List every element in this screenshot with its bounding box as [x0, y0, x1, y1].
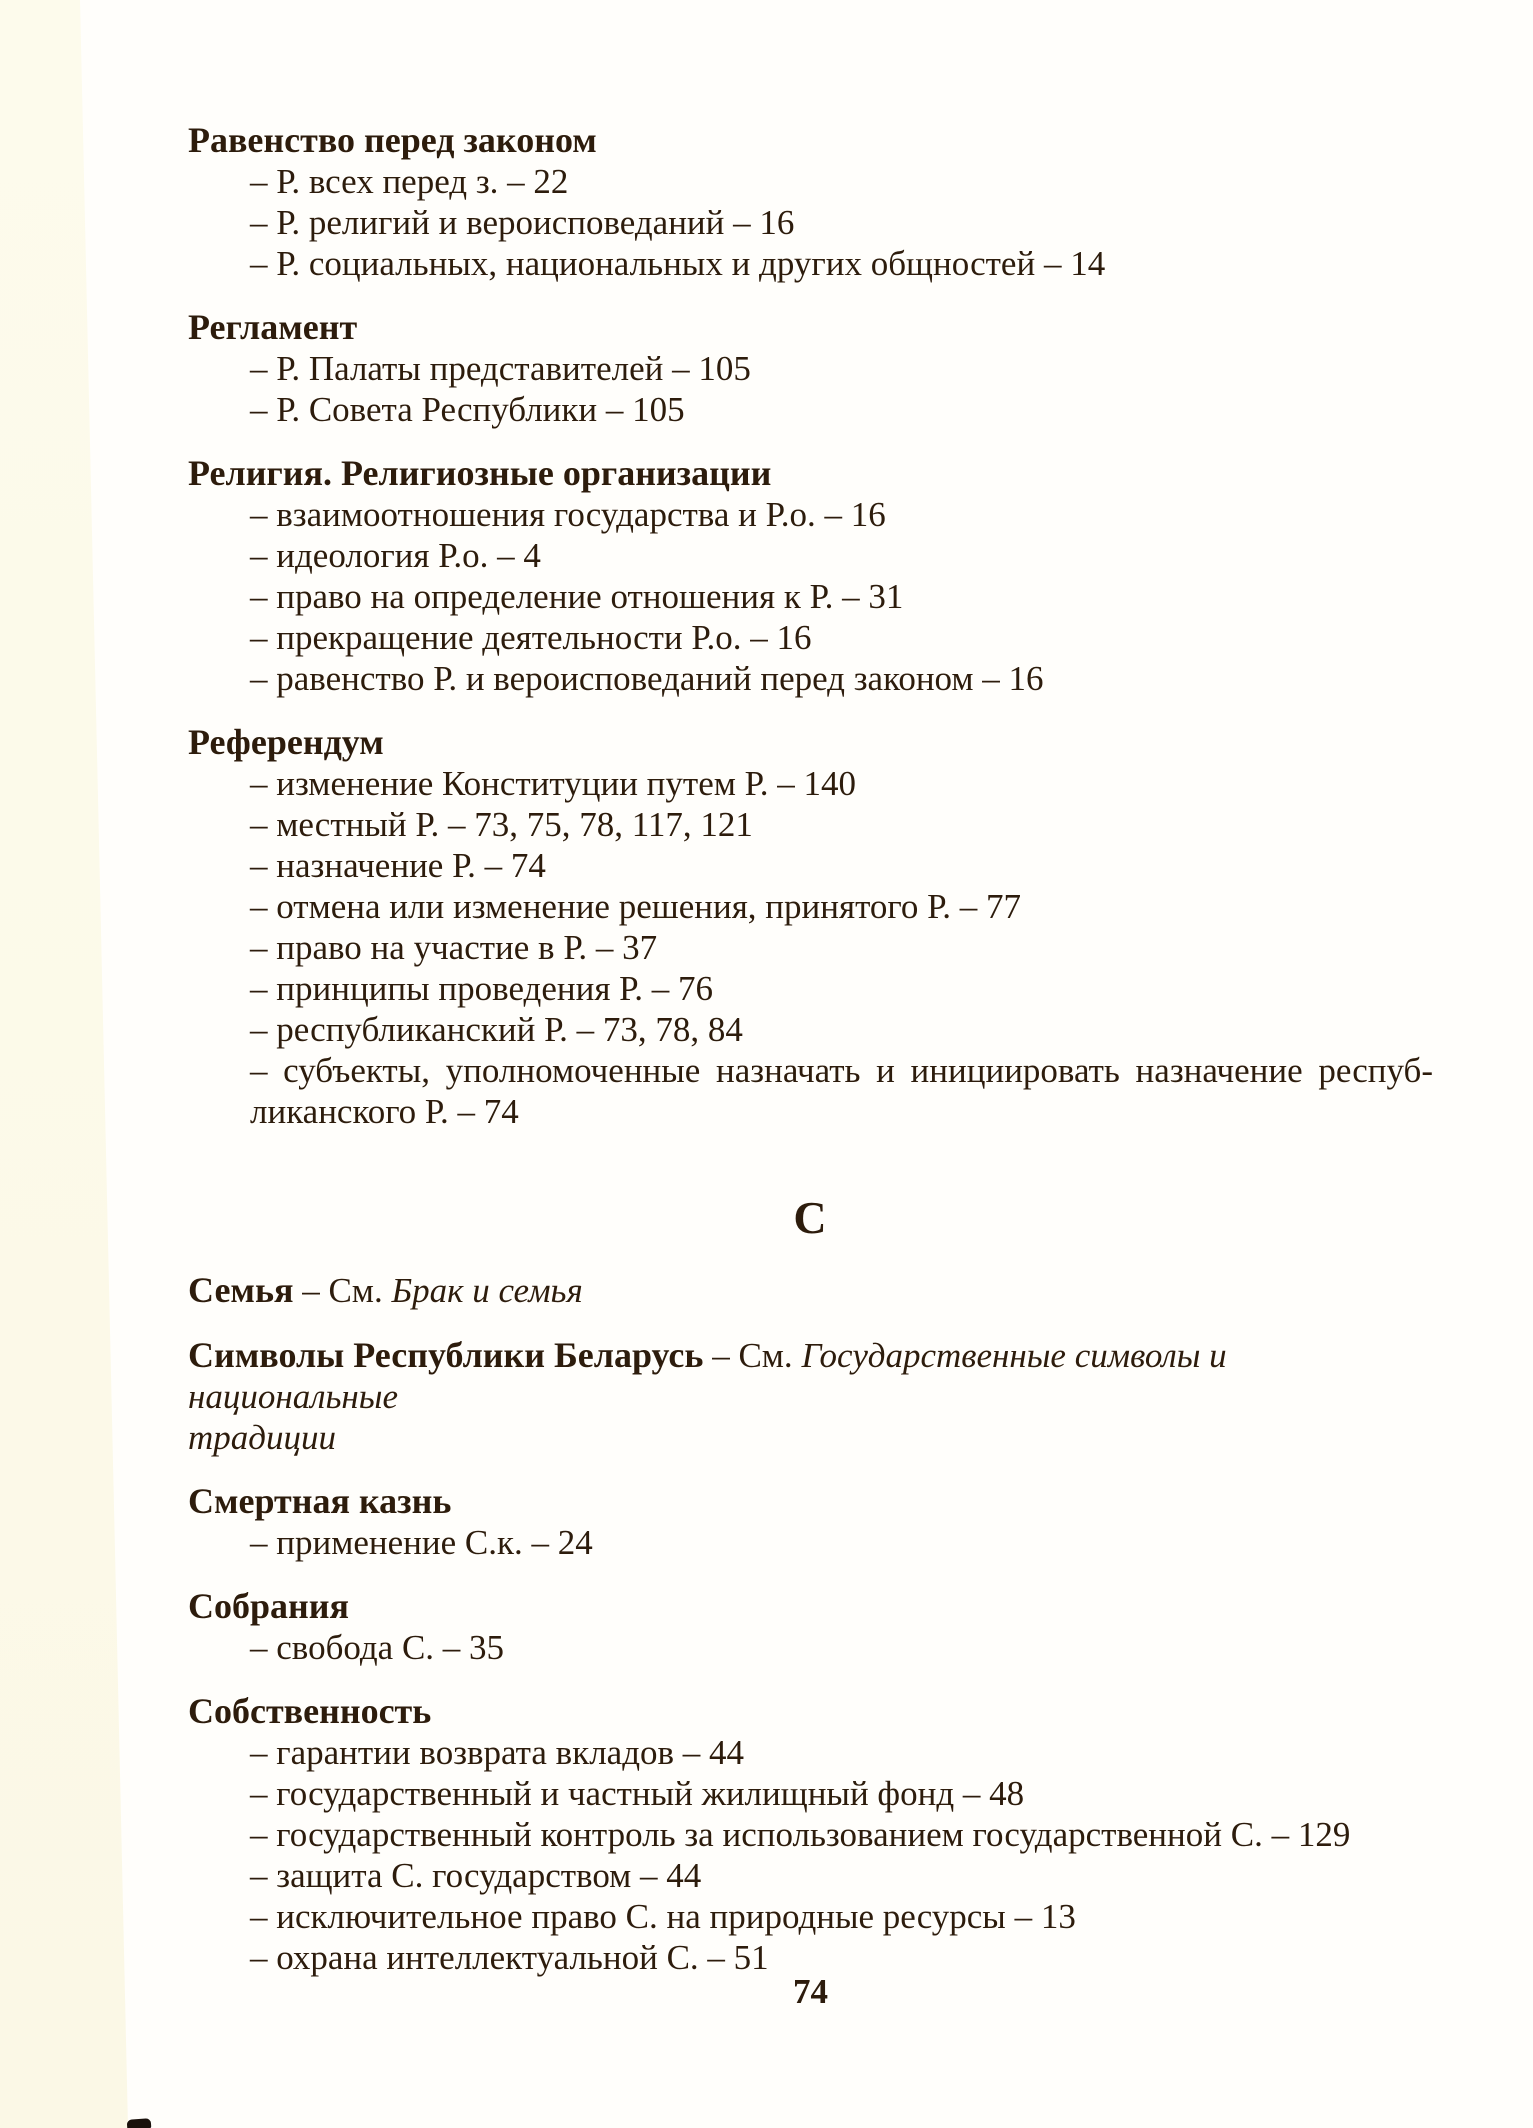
index-heading: Референдум: [188, 722, 384, 762]
index-group-reglament: [188, 307, 1433, 430]
index-item: – Р. Палаты представителей – 105: [250, 349, 751, 388]
index-item: – прекращение деятельности Р.о. – 16: [250, 618, 812, 657]
page-number: 74: [793, 1972, 828, 2011]
index-term: Семья: [188, 1270, 294, 1310]
index-group-sobraniya: [188, 1586, 1433, 1668]
index-item: – равенство Р. и вероисповеданий перед законом – 16: [250, 659, 1044, 698]
section-letter: С: [793, 1192, 828, 1243]
see-reference-target-line2: традиции: [188, 1418, 336, 1457]
index-item: – идеология Р.о. – 4: [250, 536, 541, 575]
index-item: – Р. социальных, национальных и других общностей – 14: [250, 244, 1106, 283]
index-group-sobstvennost: [188, 1691, 1433, 1978]
index-group-ravenstvo: [188, 120, 1433, 284]
index-item: – местный Р. – 73, 75, 78, 117, 121: [250, 805, 753, 844]
index-item: – защита С. государством – 44: [250, 1856, 702, 1895]
index-heading: Собственность: [188, 1691, 432, 1731]
index-item: – государственный и частный жилищный фонд – 48: [250, 1774, 1025, 1813]
index-item: – Р. Совета Республики – 105: [250, 390, 685, 429]
index-item: – свобода С. – 35: [250, 1628, 505, 1667]
scan-smudge: [127, 2118, 152, 2128]
index-item: – изменение Конституции путем Р. – 140: [250, 764, 856, 803]
index-item: – охрана интеллектуальной С. – 51: [250, 1938, 769, 1977]
index-item: – право на участие в Р. – 37: [250, 928, 658, 967]
index-group-referendum: [188, 722, 1433, 1132]
index-item: – назначение Р. – 74: [250, 846, 546, 885]
page-edge-shadow: [0, 0, 130, 2128]
index-item: – Р. религий и вероисповеданий – 16: [250, 203, 795, 242]
index-term: Символы Республики Беларусь: [188, 1335, 704, 1375]
cross-reference-simvoly: [188, 1335, 1433, 1458]
index-heading: Смертная казнь: [188, 1481, 452, 1521]
index-item: – отмена или изменение решения, принятого Р. – 77: [250, 887, 1021, 926]
index-item-two-line: [188, 1050, 1433, 1132]
index-item: – республиканский Р. – 73, 78, 84: [250, 1010, 743, 1049]
index-heading: Равенство перед законом: [188, 120, 597, 160]
index-item: – применение С.к. – 24: [250, 1523, 593, 1562]
see-label: – См.: [293, 1271, 392, 1310]
index-heading: Собрания: [188, 1586, 349, 1626]
index-item: – гарантии возврата вкладов – 44: [250, 1733, 745, 1772]
index-item: – исключительное право С. на природные ресурсы – 13: [250, 1897, 1076, 1936]
index-heading: Регламент: [188, 307, 358, 347]
index-item: – принципы проведения Р. – 76: [250, 969, 714, 1008]
index-group-religiya: [188, 453, 1433, 699]
cross-reference-semya: [188, 1270, 1433, 1311]
index-item: – Р. всех перед з. – 22: [250, 162, 569, 201]
index-item: – государственный контроль за использованием государственной С. – 129: [250, 1815, 1351, 1854]
index-item-line2: ликанского Р. – 74: [250, 1092, 519, 1131]
index-heading: Религия. Религиозные организации: [188, 453, 772, 493]
see-label: – См.: [703, 1336, 802, 1375]
index-group-smertnaya-kazn: [188, 1481, 1433, 1563]
index-item: – взаимоотношения государства и Р.о. – 16: [250, 495, 886, 534]
index-item: – право на определение отношения к Р. – 31: [250, 577, 904, 616]
see-reference-target: Брак и семья: [391, 1271, 583, 1310]
index-item-line1: – субъекты, уполномоченные назначать и инициировать назначение респуб-: [250, 1051, 1433, 1090]
index-content: [188, 0, 1433, 1978]
see-reference-target-line1: Государственные символы и национальные: [188, 1336, 1227, 1416]
